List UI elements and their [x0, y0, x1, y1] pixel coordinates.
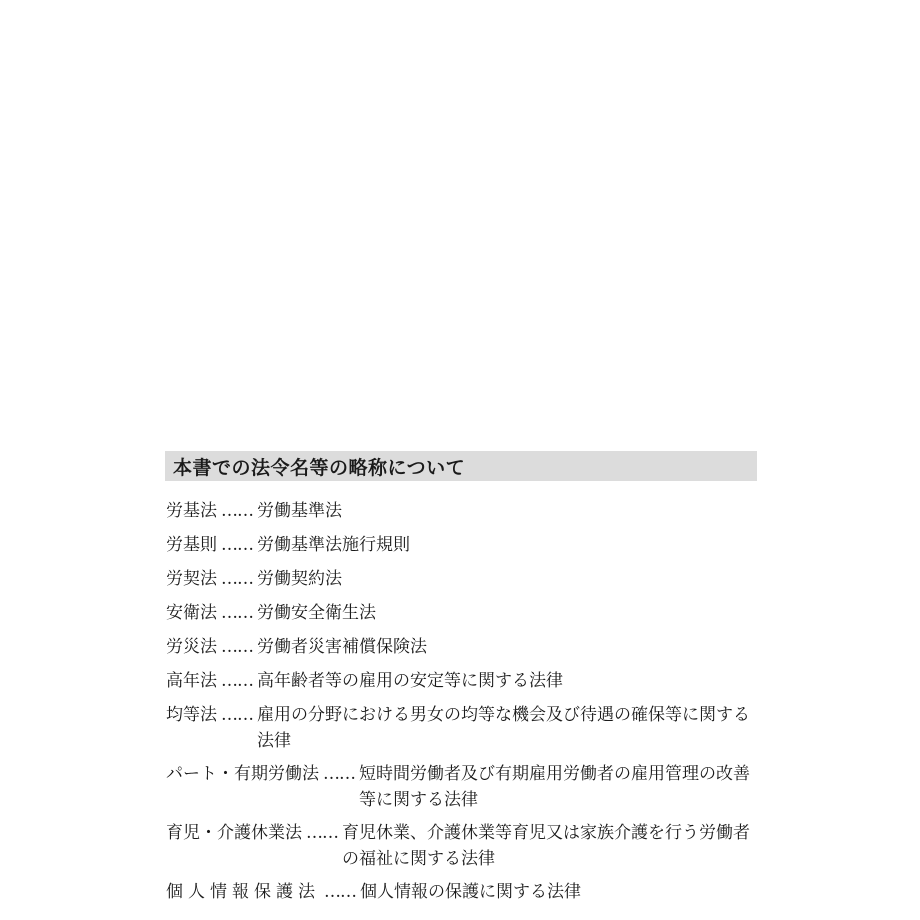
list-item	[166, 498, 766, 524]
abbreviation-term: 労基則	[166, 535, 217, 555]
law-full-name: 労働者災害補償保険法	[257, 637, 427, 657]
law-full-name: 個人情報の保護に関する法律	[360, 882, 581, 902]
abbreviation-term: 均等法	[166, 705, 217, 725]
leader-dots: ……	[324, 882, 356, 902]
law-full-name: 労働基準法	[257, 501, 342, 521]
list-item	[166, 820, 766, 872]
list-item	[166, 600, 766, 626]
list-item	[166, 668, 766, 694]
leader-dots: ……	[323, 764, 355, 784]
law-full-name: 労働安全衛生法	[257, 603, 376, 623]
abbreviation-term: 安衛法	[166, 603, 217, 623]
abbreviation-term: 育児・介護休業法	[166, 823, 302, 843]
abbreviation-term: 労災法	[166, 637, 217, 657]
leader-dots: ……	[221, 705, 253, 725]
list-item	[166, 532, 766, 558]
list-item	[166, 702, 766, 754]
list-item	[166, 879, 766, 905]
law-full-name: 育児休業、介護休業等育児又は家族介護を行う労働者の福祉に関する法律	[342, 823, 750, 869]
leader-dots: ……	[221, 501, 253, 521]
leader-dots: ……	[221, 637, 253, 657]
list-item	[166, 566, 766, 592]
law-full-name: 雇用の分野における男女の均等な機会及び待遇の確保等に関する法律	[257, 705, 750, 751]
leader-dots: ……	[306, 823, 338, 843]
abbreviation-term: 高年法	[166, 671, 217, 691]
law-full-name: 高年齢者等の雇用の安定等に関する法律	[257, 671, 563, 691]
leader-dots: ……	[221, 535, 253, 555]
abbreviation-list	[166, 498, 766, 905]
leader-dots: ……	[221, 603, 253, 623]
law-full-name: 労働契約法	[257, 569, 342, 589]
abbreviation-term: パート・有期労働法	[166, 764, 319, 784]
law-full-name: 短時間労働者及び有期雇用労働者の雇用管理の改善等に関する法律	[359, 764, 750, 810]
abbreviation-term: 労基法	[166, 501, 217, 521]
law-full-name: 労働基準法施行規則	[257, 535, 410, 555]
leader-dots: ……	[221, 569, 253, 589]
list-item	[166, 634, 766, 660]
section-heading: 本書での法令名等の略称について	[165, 451, 757, 481]
abbreviation-term: 個人情報保護法	[166, 882, 320, 902]
list-item	[166, 761, 766, 813]
abbreviation-term: 労契法	[166, 569, 217, 589]
leader-dots: ……	[221, 671, 253, 691]
